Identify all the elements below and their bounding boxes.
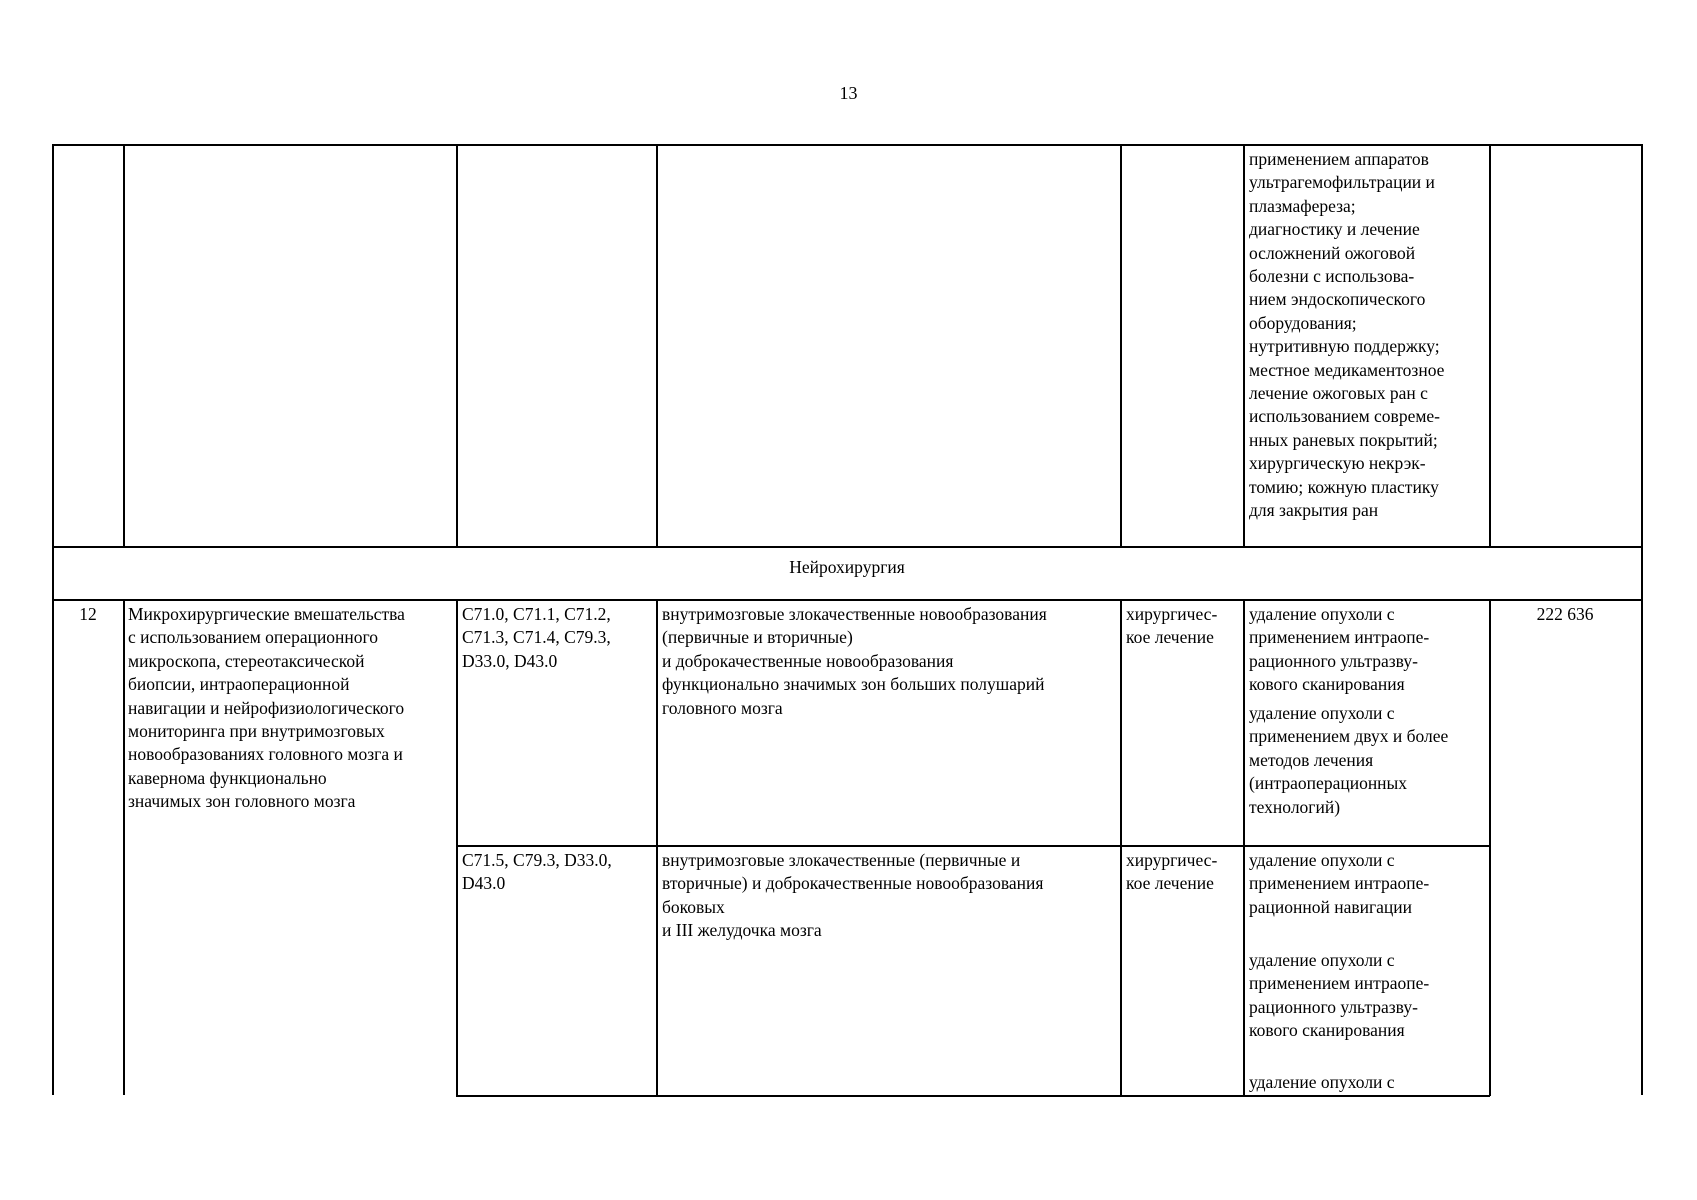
icd-codes: C71.5, C79.3, D33.0, D43.0 (462, 850, 612, 894)
column-divider (456, 144, 458, 547)
page-number: 13 (839, 83, 858, 103)
treatment-type: хирургичес- кое лечение (1126, 850, 1218, 894)
diagnosis: внутримозговые злокачественные (первичные и вторичные) и доброкачественные новообразования боковых и III желудочка мозга (662, 850, 1044, 941)
row-divider (52, 546, 1642, 548)
column-divider (123, 144, 125, 547)
section-title: Нейрохирургия (789, 557, 905, 577)
treatment-method: удаление опухоли с применением двух и более методов лечения (интраоперационных технологий) (1249, 703, 1449, 817)
treatment-method: удаление опухоли с (1249, 1072, 1395, 1092)
column-divider (456, 599, 458, 1096)
treatment-method: удаление опухоли с применением интраопе- рационной навигации (1249, 850, 1430, 917)
table-right-border (1641, 144, 1643, 1095)
column-divider (1243, 144, 1245, 547)
column-divider (123, 599, 125, 1095)
sub-row-divider (456, 845, 1490, 847)
column-divider (1120, 599, 1122, 1096)
row-number: 12 (79, 604, 97, 624)
icd-codes: C71.0, C71.1, C71.2, C71.3, C71.4, C79.3, D33.0, D43.0 (462, 604, 611, 671)
treatment-type: хирургичес- кое лечение (1126, 604, 1218, 648)
column-divider (1489, 144, 1491, 547)
column-divider (1120, 144, 1122, 547)
treatment-method: удаление опухоли с применением интраопе- рационного ультразву- кового сканирования (1249, 950, 1430, 1041)
diagnosis: внутримозговые злокачественные новообразования (первичные и вторичные) и доброкачественные новообразования функционально значимых зон больших полушарий головного мозга (662, 604, 1047, 718)
continuation-methods: применением аппаратов ультрагемофильтрации и плазмафереза; диагностику и лечение осложнений ожоговой болезни с использова- нием эндоскопического оборудования; нутритивную поддержку; местное медикаментозное лечение ожоговых ран с использованием совреме- нных раневых покрытий; хирургическую некрэк- томию; кожную пластику для закрытия ран (1249, 149, 1445, 521)
table-top-border (52, 144, 1642, 146)
intervention-description: Микрохирургические вмешательства с использованием операционного микроскопа, стереотаксической биопсии, интраоперационной навигации и нейрофизиологического мониторинга при внутримозговых новообразованиях головного мозга и кавернома функционально значимых зон головного мозга (128, 604, 405, 812)
column-divider (656, 599, 658, 1096)
sub-row-bottom (456, 1095, 1490, 1097)
row-divider (52, 599, 1642, 601)
column-divider (1489, 599, 1491, 1096)
column-divider (1243, 599, 1245, 1096)
price: 222 636 (1536, 604, 1594, 624)
column-divider (656, 144, 658, 547)
treatment-method: удаление опухоли с применением интраопе- рационного ультразву- кового сканирования (1249, 604, 1430, 695)
